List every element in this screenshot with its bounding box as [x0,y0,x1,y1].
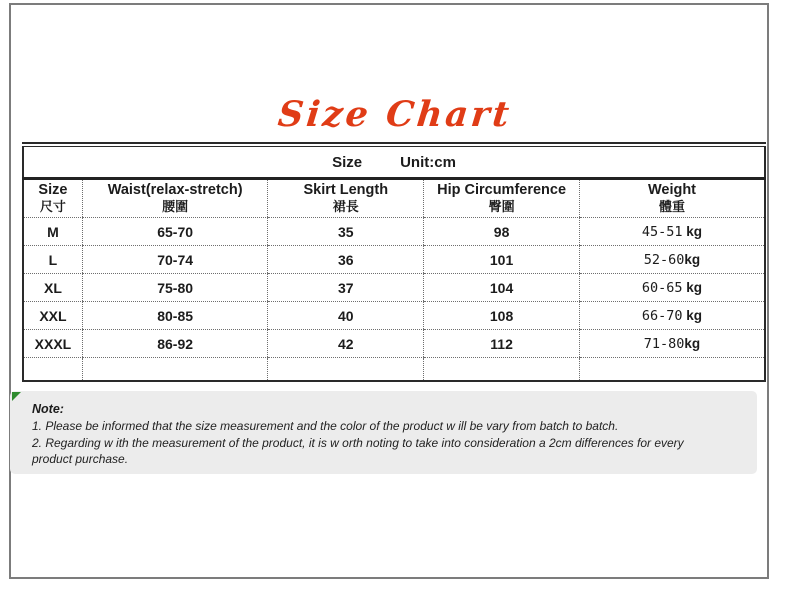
cell-size: M [23,218,82,246]
col-size-zh: 尺寸 [39,199,66,215]
col-header-skirt-length [268,179,424,218]
weight-unit: kg [682,224,703,239]
empty-cell [268,358,424,382]
cell-hip: 101 [424,246,580,274]
table-row-m [23,218,765,246]
col-skirt-zh: 裙長 [332,199,359,215]
cell-size: XL [23,274,82,302]
cell-waist: 65-70 [82,218,268,246]
col-weight-zh: 體重 [658,199,685,215]
table-row-xl [23,274,765,302]
table-row-l [23,246,765,274]
cell-waist: 70-74 [82,246,268,274]
col-hip-en: Hip Circumference [437,182,567,199]
table-row-xxl [23,302,765,330]
cell-skirt-length: 40 [268,302,424,330]
cell-skirt-length: 35 [268,218,424,246]
empty-cell [424,358,580,382]
cell-weight [579,246,765,274]
size-table [22,146,766,382]
weight-unit: kg [682,280,703,295]
table-unit-label: Unit:cm [400,153,456,171]
col-waist-en: Waist(relax-stretch) [107,182,243,199]
col-size-en: Size [38,182,68,199]
col-header-waist [82,179,268,218]
note-heading: Note: [32,402,64,416]
cell-weight [579,330,765,358]
col-header-hip [424,179,580,218]
table-empty-row [23,358,765,382]
cell-weight [579,218,765,246]
page-title: Size Chart [276,94,514,135]
note-item-1: 1. Please be informed that the size measurement and the color of the product w ill be vary from batch to batch. [32,419,619,433]
cell-size: XXL [23,302,82,330]
weight-range: 71-80 [643,336,685,352]
table-header-row [23,179,765,218]
empty-cell [82,358,268,382]
col-header-weight [579,179,765,218]
table-size-label: Size [332,153,363,171]
cell-skirt-length: 37 [268,274,424,302]
comment-marker-icon [12,392,21,401]
cell-hip: 104 [424,274,580,302]
cell-hip: 98 [424,218,580,246]
cell-weight [579,274,765,302]
cell-skirt-length: 42 [268,330,424,358]
weight-range: 45-51 [641,224,683,240]
weight-range: 52-60 [643,252,685,268]
note-item-2: 2. Regarding w ith the measurement of the product, it is w orth noting to take into consideration a 2cm differences for every product purchase. [32,435,684,467]
size-table-wrap [22,142,766,382]
cell-hip: 112 [424,330,580,358]
weight-unit: kg [684,336,701,351]
empty-cell [579,358,765,382]
cell-waist: 86-92 [82,330,268,358]
cell-skirt-length: 36 [268,246,424,274]
col-skirt-en: Skirt Length [303,182,389,199]
table-unit-row [23,147,765,179]
weight-unit: kg [682,308,703,323]
col-hip-zh: 臀圍 [488,199,515,215]
cell-weight [579,302,765,330]
empty-cell [23,358,82,382]
col-waist-zh: 腰圍 [162,199,189,215]
weight-range: 60-65 [641,280,683,296]
weight-range: 66-70 [641,308,683,324]
note-panel [10,391,757,474]
cell-size: L [23,246,82,274]
col-weight-en: Weight [647,182,697,199]
weight-unit: kg [684,252,701,267]
table-row-xxxl [23,330,765,358]
cell-hip: 108 [424,302,580,330]
cell-size: XXXL [23,330,82,358]
cell-waist: 75-80 [82,274,268,302]
cell-waist: 80-85 [82,302,268,330]
col-header-size [23,179,82,218]
